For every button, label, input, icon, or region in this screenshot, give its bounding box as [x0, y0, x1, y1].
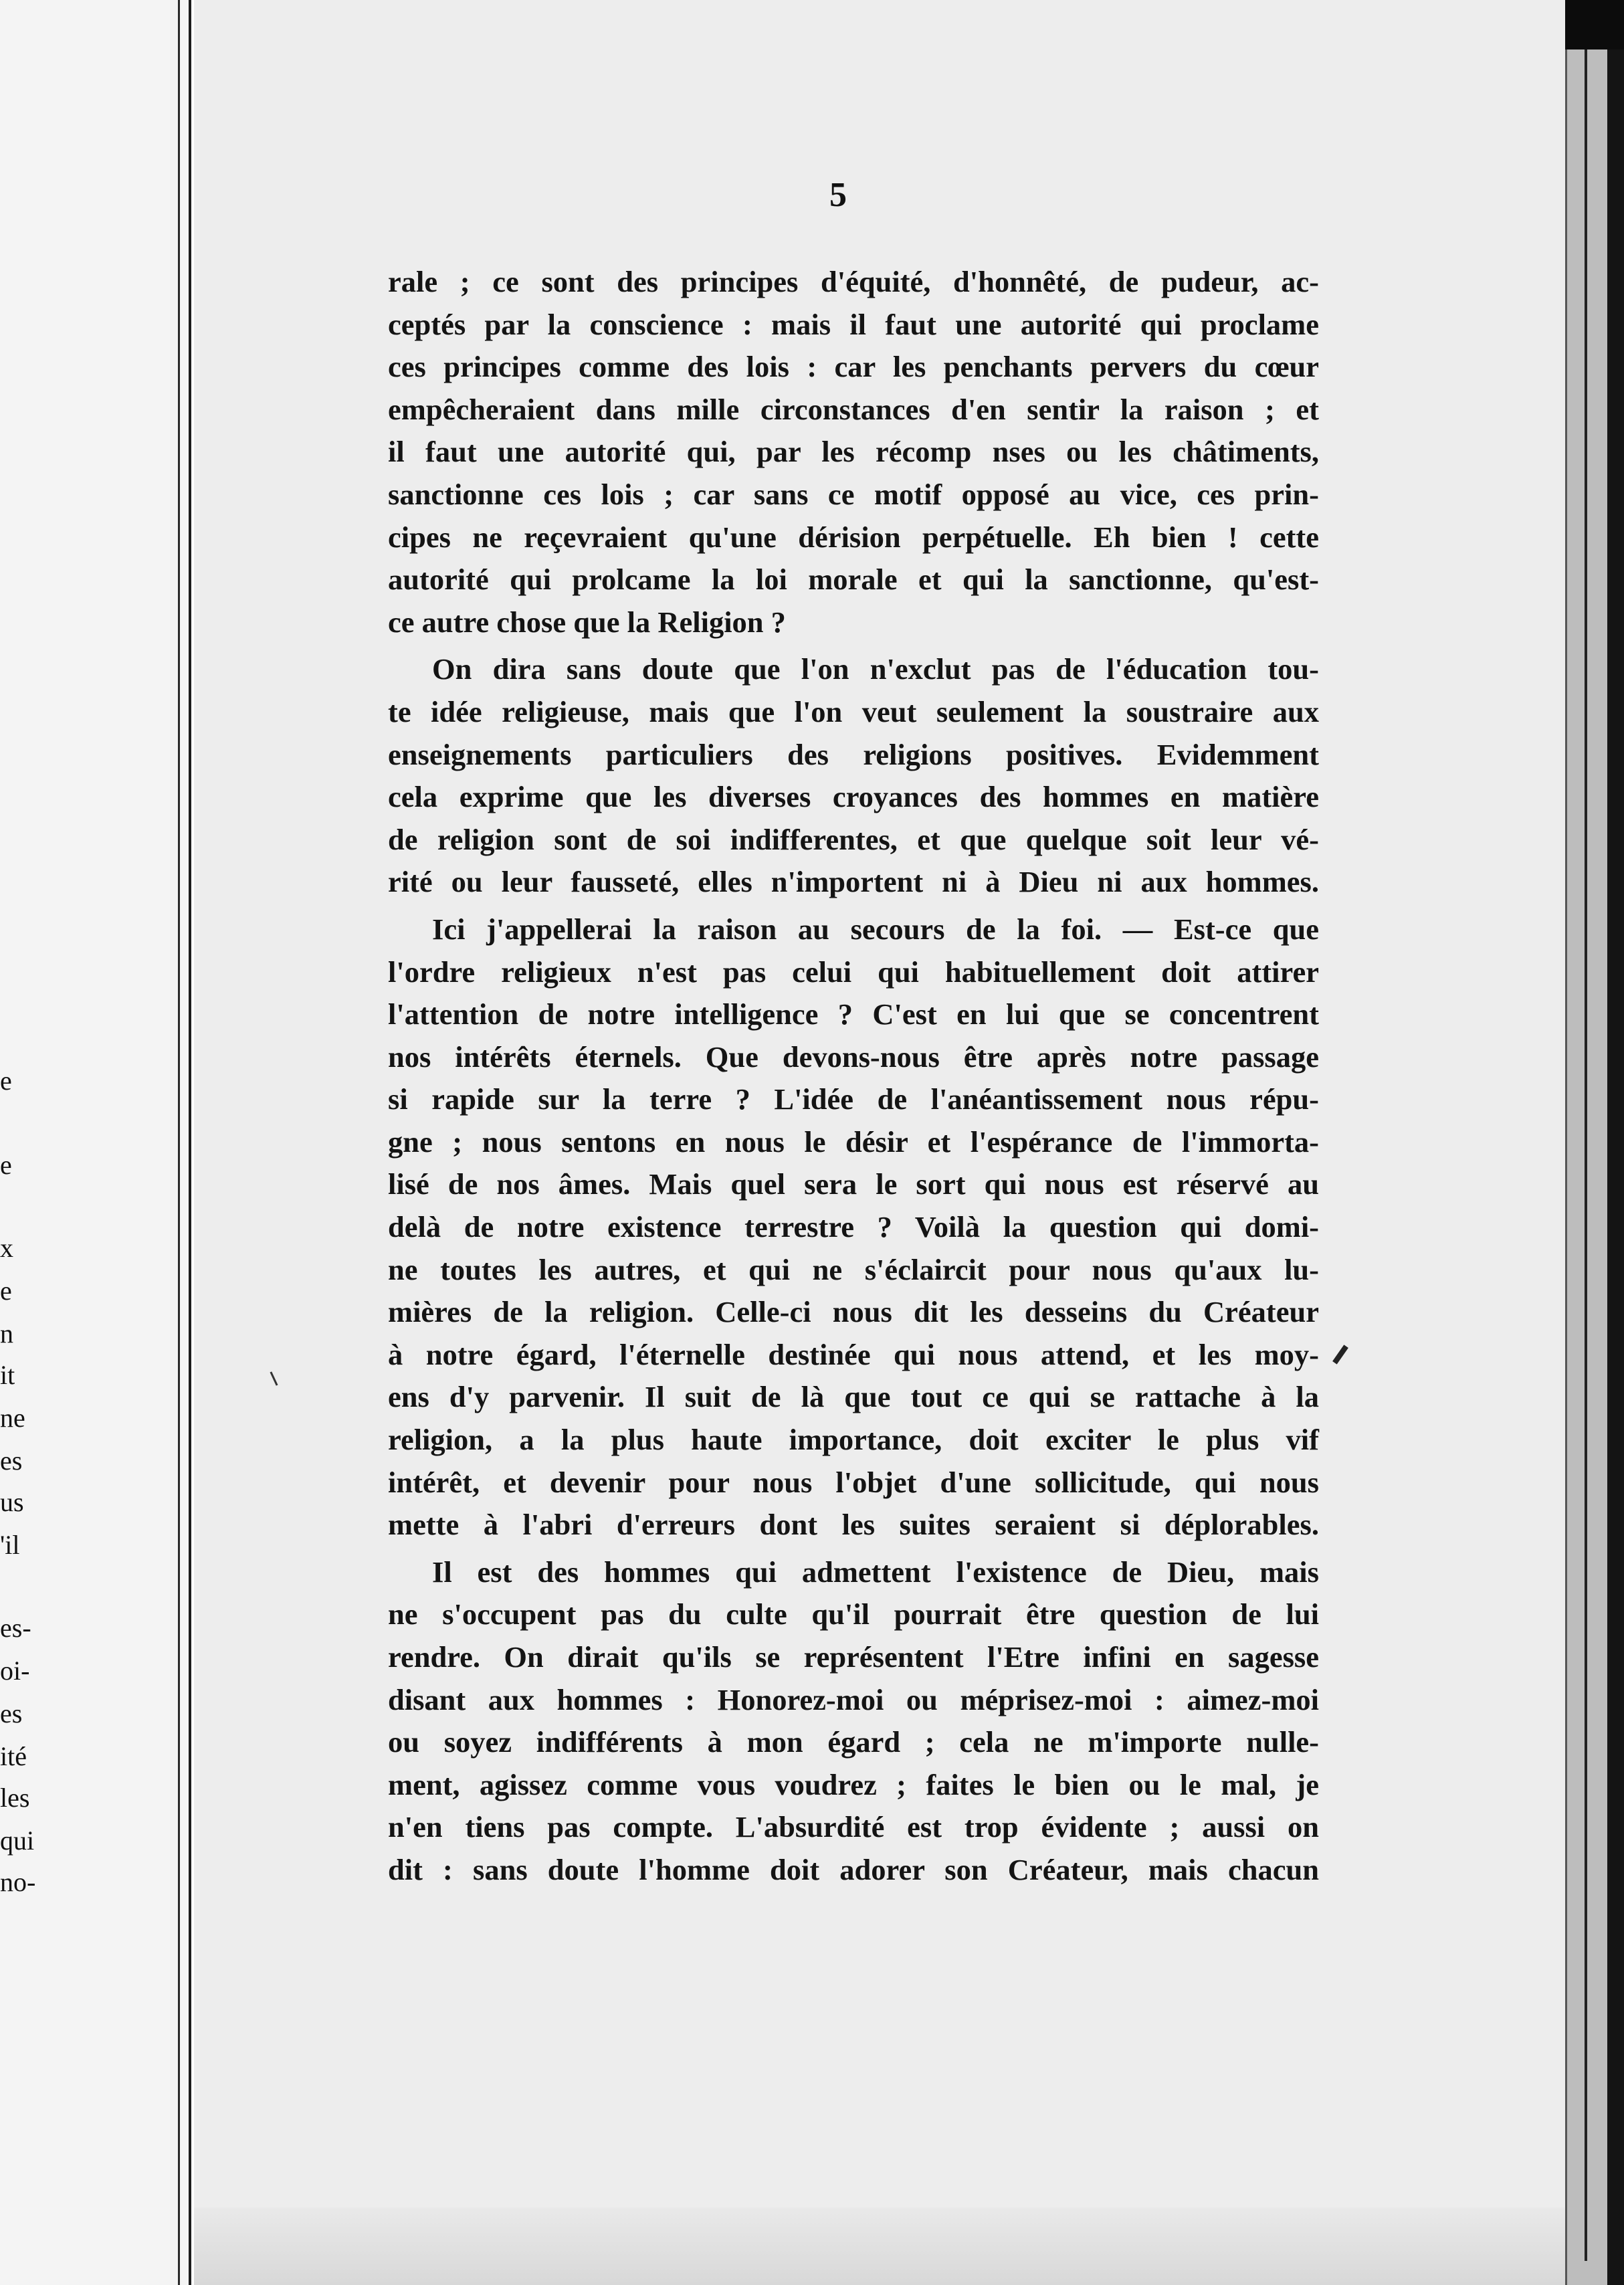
text-line: intérêt, et devenir pour nous l'objet d'une sollicitude, qui nous [388, 1465, 1319, 1499]
scan-corner [1565, 0, 1624, 49]
text-line: religion, a la plus haute importance, doit exciter le plus vif [388, 1423, 1319, 1457]
text-line: l'ordre religieux n'est pas celui qui habituellement doit attirer [388, 955, 1319, 989]
fragment-text: es- [0, 1613, 31, 1643]
text-line: autorité qui prolcame la loi morale et qui la sanctionne, qu'est- [388, 563, 1319, 597]
fragment-text: es [0, 1446, 23, 1476]
page-number: 5 [829, 176, 847, 214]
text-line: On dira sans doute que l'on n'exclut pas de l'éducation tou- [432, 652, 1319, 686]
previous-page-edge [0, 0, 191, 2285]
fragment-text: 'il [0, 1530, 20, 1560]
gutter-line [178, 0, 180, 2285]
text-line: mières de la religion. Celle-ci nous dit les desseins du Créateur [388, 1295, 1319, 1329]
body-text [388, 261, 1319, 1892]
text-line: rité ou leur fausseté, elles n'importent ni à Dieu ni aux hommes. [388, 865, 1319, 899]
text-line: nos intérêts éternels. Que devons-nous être après notre passage [388, 1039, 1319, 1074]
text-line: n'en tiens pas compte. L'absurdité est trop évidente ; aussi on [388, 1810, 1319, 1844]
text-line: cipes ne reçevraient qu'une dérision perpétuelle. Eh bien ! cette [388, 520, 1319, 554]
page-bottom-shadow [194, 2207, 1572, 2285]
text-line: rale ; ce sont des principes d'équité, d'honnêté, de pudeur, ac- [388, 265, 1319, 298]
right-page-edge [1565, 0, 1624, 2285]
fragment-text: e [0, 1150, 12, 1180]
text-line: si rapide sur la terre ? L'idée de l'anéantissement nous répu- [388, 1082, 1319, 1116]
text-line: mette à l'abri d'erreurs dont les suites seraient si déplorables. [388, 1508, 1319, 1542]
text-line: il faut une autorité qui, par les récomp nses ou les châtiments, [388, 435, 1319, 469]
text-line: rendre. On dirait qu'ils se représentent l'Etre infini en sagesse [388, 1640, 1319, 1674]
fragment-text: us [0, 1487, 24, 1517]
fragment-text: oi- [0, 1656, 30, 1686]
text-line: de religion sont de soi indifferentes, et que quelque soit leur vé- [388, 822, 1319, 856]
text-line: sanctionne ces lois ; car sans ce motif opposé au vice, ces prin- [388, 477, 1319, 511]
text-line: ne s'occupent pas du culte qu'il pourrait être question de lui [388, 1597, 1319, 1631]
text-line: ou soyez indifférents à mon égard ; cela ne m'importe nulle- [388, 1725, 1319, 1759]
fragment-text: n [0, 1318, 13, 1349]
text-line: ces principes comme des lois : car les penchants pervers du cœur [388, 350, 1319, 384]
fragment-text: ne [0, 1403, 25, 1433]
text-line: lisé de nos âmes. Mais quel sera le sort qui nous est réservé au [388, 1167, 1319, 1201]
fragment-text: ité [0, 1741, 27, 1771]
text-line: ens d'y parvenir. Il suit de là que tout ce qui se rattache à la [388, 1380, 1319, 1414]
text-line: Ici j'appellerai la raison au secours de la foi. — Est-ce que [432, 912, 1319, 946]
fragment-text: qui [0, 1825, 35, 1856]
text-line: ment, agissez comme vous voudrez ; faites le bien ou le mal, je [388, 1767, 1319, 1801]
text-line: enseignements particuliers des religions positives. Evidemment [388, 737, 1319, 771]
fragment-text: x [0, 1233, 13, 1263]
text-line: l'attention de notre intelligence ? C'est en lui que se concentrent [388, 997, 1319, 1031]
fragment-text: it [0, 1360, 15, 1390]
text-line: te idée religieuse, mais que l'on veut seulement la soustraire aux [388, 694, 1319, 728]
fragment-text: es [0, 1698, 23, 1728]
text-line: delà de notre existence terrestre ? Voilà la question qui domi- [388, 1210, 1319, 1244]
text-line: ceptés par la conscience : mais il faut une autorité qui proclame [388, 307, 1319, 341]
fragment-text: e [0, 1066, 12, 1096]
fragment-text: no- [0, 1867, 36, 1897]
text-line: disant aux hommes : Honorez-moi ou méprisez-moi : aimez-moi [388, 1682, 1319, 1716]
fragment-text: les [0, 1783, 30, 1813]
text-line: empêcheraient dans mille circonstances d'en sentir la raison ; et [388, 392, 1319, 426]
text-line: gne ; nous sentons en nous le désir et l'espérance de l'immorta- [388, 1124, 1319, 1159]
text-line: à notre égard, l'éternelle destinée qui nous attend, et les moy- [388, 1337, 1319, 1371]
text-line: ce autre chose que la Religion ? [388, 605, 786, 639]
text-line: cela exprime que les diverses croyances des hommes en matière [388, 780, 1319, 814]
text-line: ne toutes les autres, et qui ne s'éclaircit pour nous qu'aux lu- [388, 1252, 1319, 1286]
text-line: Il est des hommes qui admettent l'existence de Dieu, mais [432, 1555, 1319, 1589]
text-line: dit : sans doute l'homme doit adorer son Créateur, mais chacun [388, 1852, 1319, 1886]
fragment-text: e [0, 1276, 12, 1306]
